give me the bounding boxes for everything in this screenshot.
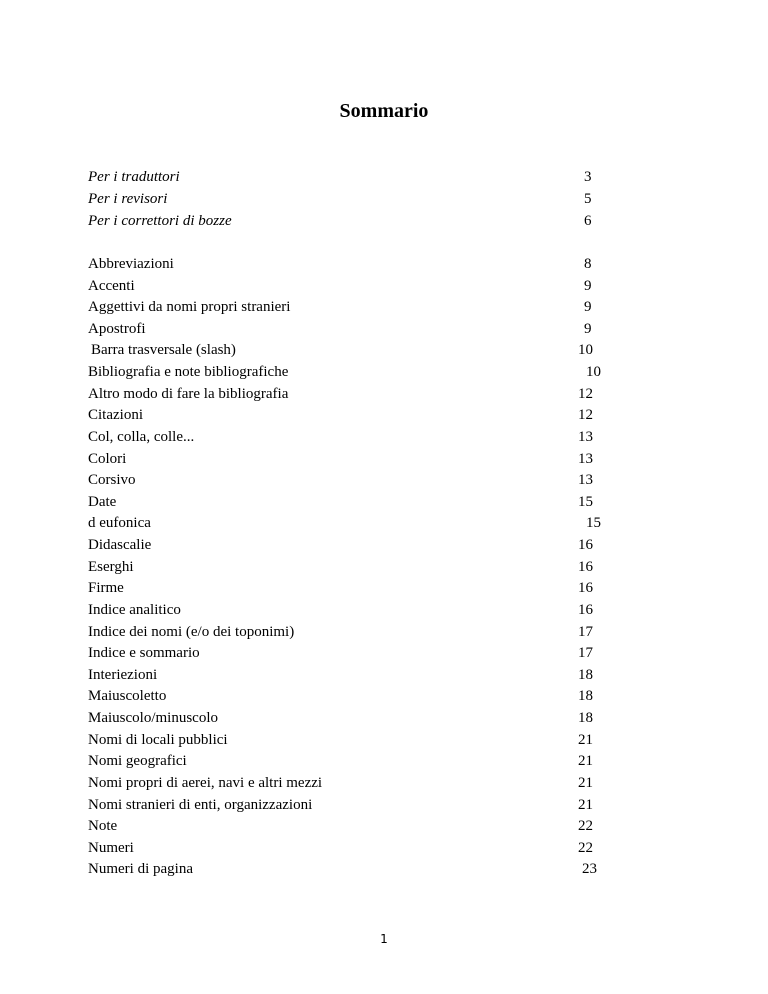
toc-entry-page-number: 9 [584,278,592,294]
toc-entry-page-number: 17 [578,624,593,640]
page-title: Sommario [339,100,429,122]
toc-entry-page-number: 12 [578,407,593,423]
toc-entry-page-number: 10 [578,342,593,358]
toc-entry-page-number: 23 [582,861,597,877]
toc-entry-label: Numeri [88,840,134,856]
toc-entry-label: Note [88,818,118,834]
toc-entry-page-number: 18 [578,667,593,683]
toc-entry-page-number: 21 [578,753,593,769]
toc-entry-label: Interiezioni [88,667,158,683]
toc-entry-label: Accenti [88,278,135,294]
toc-entry-page-number: 8 [584,256,592,272]
toc-entry-label: Nomi di locali pubblici [88,732,228,748]
toc-entry-page-number: 21 [578,797,593,813]
toc-entry-label: Eserghi [88,559,134,575]
toc-entry-label: Bibliografia e note bibliografiche [88,364,289,380]
toc-entry-label: Maiuscoletto [88,688,167,704]
toc-entry-page-number: 13 [578,451,593,467]
toc-entry-label: Date [88,494,117,510]
toc-entry-page-number: 18 [578,710,593,726]
toc-entry-page-number: 16 [578,559,593,575]
toc-entry-label: Nomi stranieri di enti, organizzazioni [88,797,313,813]
toc-entry-page-number: 16 [578,602,593,618]
toc-entry-page-number: 15 [586,515,601,531]
toc-entry-label: Maiuscolo/minuscolo [88,710,218,726]
toc-entry-page-number: 16 [578,580,593,596]
toc-entry-page-number: 22 [578,840,593,856]
toc-entry-page-number: 3 [584,169,592,185]
toc-entry-label: Per i revisori [88,191,168,207]
toc-entry-page-number: 21 [578,732,593,748]
toc-entry-label: Nomi geografici [88,753,187,769]
toc-entry-label: Nomi propri di aerei, navi e altri mezzi [88,775,323,791]
toc-entry-page-number: 10 [586,364,601,380]
toc-entry-label: Per i correttori di bozze [88,213,232,229]
toc-entry-label: Barra trasversale (slash) [91,342,236,358]
toc-entry-label: Apostrofi [88,321,146,337]
toc-entry-page-number: 21 [578,775,593,791]
toc-entry-label: Col, colla, colle... [88,429,195,445]
toc-entry-label: Colori [88,451,127,467]
toc-entry-label: Didascalie [88,537,152,553]
toc-entry-page-number: 9 [584,321,592,337]
toc-entry-label: Citazioni [88,407,143,423]
toc-entry-label: Corsivo [88,472,136,488]
toc-entry-page-number: 6 [584,213,592,229]
toc-entry-label: Indice analitico [88,602,181,618]
toc-entry-label: Indice dei nomi (e/o dei toponimi) [88,624,295,640]
toc-entry-page-number: 16 [578,537,593,553]
toc-entry-page-number: 15 [578,494,593,510]
toc-entry-page-number: 12 [578,386,593,402]
toc-entry-label: Indice e sommario [88,645,200,661]
footer-page-number: 1 [380,932,388,946]
toc-entry-label: d eufonica [88,515,151,531]
toc-entry-label: Aggettivi da nomi propri stranieri [88,299,291,315]
toc-entry-label: Altro modo di fare la bibliografia [88,386,289,402]
toc-entry-page-number: 9 [584,299,592,315]
toc-entry-label: Abbreviazioni [88,256,174,272]
toc-entry-page-number: 5 [584,191,592,207]
toc-entry-page-number: 17 [578,645,593,661]
toc-entry-page-number: 18 [578,688,593,704]
toc-entry-label: Firme [88,580,124,596]
toc-entry-page-number: 13 [578,429,593,445]
toc-entry-page-number: 22 [578,818,593,834]
toc-entry-label: Numeri di pagina [88,861,193,877]
toc-entry-label: Per i traduttori [88,169,180,185]
toc-entry-page-number: 13 [578,472,593,488]
